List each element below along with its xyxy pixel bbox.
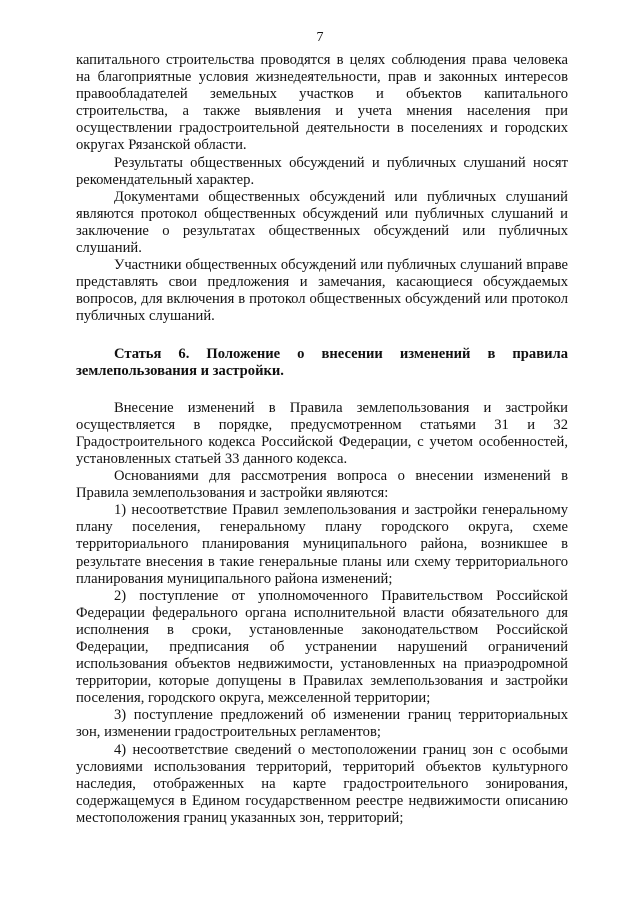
paragraph-grounds: Основаниями для рассмотрения вопроса о внесении изменений в Правила землепользования и застройки являются: xyxy=(76,468,568,502)
list-item: 4) несоответствие сведений о местоположении границ зон с особыми условиями использования территорий, территорий объектов культурного наследия, отображенных на карте градостроительного зонирования, содержащемуся в Едином государственном реестре недвижимости описанию местоположения границ указанных зон, территорий; xyxy=(76,741,568,826)
list-item: 1) несоответствие Правил землепользования и застройки генеральному плану поселения, генеральному плану городского округа, схеме территориального планирования муниципального района, возникшее в результате внесения в такие генеральные планы или схему территориального планирования муниципального района изменений; xyxy=(76,502,568,587)
paragraph-continuation: капитального строительства проводятся в целях соблюдения права человека на благоприятные условия жизнедеятельности, прав и законных интересов правообладателей земельных участков и объектов капитального строительства, а также выявления и учета мнения населения при осуществлении градостроительной деятельности в поселениях и городских округах Рязанской области. xyxy=(76,52,568,154)
list-item: 2) поступление от уполномоченного Правительством Российской Федерации федерального органа исполнительной власти обязательного для исполнения в сроки, установленные законодательством Российской Федерации, предписания об устранении нарушений ограничений использования объектов недвижимости, установленных на приаэродромной территории, которые допущены в Правилах землепользования и застройки поселения, городского округа, межселенной территории; xyxy=(76,587,568,707)
list-item: 3) поступление предложений об изменении границ территориальных зон, изменении градостроительных регламентов; xyxy=(76,707,568,741)
paragraph-participants: Участники общественных обсуждений или публичных слушаний вправе представлять свои предложения и замечания, касающиеся обсуждаемых вопросов, для включения в протокол общественных обсуждений или протокол публичных слушаний. xyxy=(76,257,568,325)
article-heading: Статья 6. Положение о внесении изменений в правила землепользования и застройки. xyxy=(76,345,568,379)
paragraph-documents: Документами общественных обсуждений или публичных слушаний являются протокол общественных обсуждений или публичных слушаний и заключение о результатах общественных обсуждений или публичных слушаний. xyxy=(76,188,568,257)
paragraph-amendments: Внесение изменений в Правила землепользования и застройки осуществляется в порядке, предусмотренном статьями 31 и 32 Градостроительного кодекса Российской Федерации, с учетом особенностей, установленных статьей 33 данного кодекса. xyxy=(76,399,568,467)
page-number: 7 xyxy=(316,30,324,45)
document-body xyxy=(76,52,568,827)
paragraph-results: Результаты общественных обсуждений и публичных слушаний носят рекомендательный характер. xyxy=(76,154,568,188)
